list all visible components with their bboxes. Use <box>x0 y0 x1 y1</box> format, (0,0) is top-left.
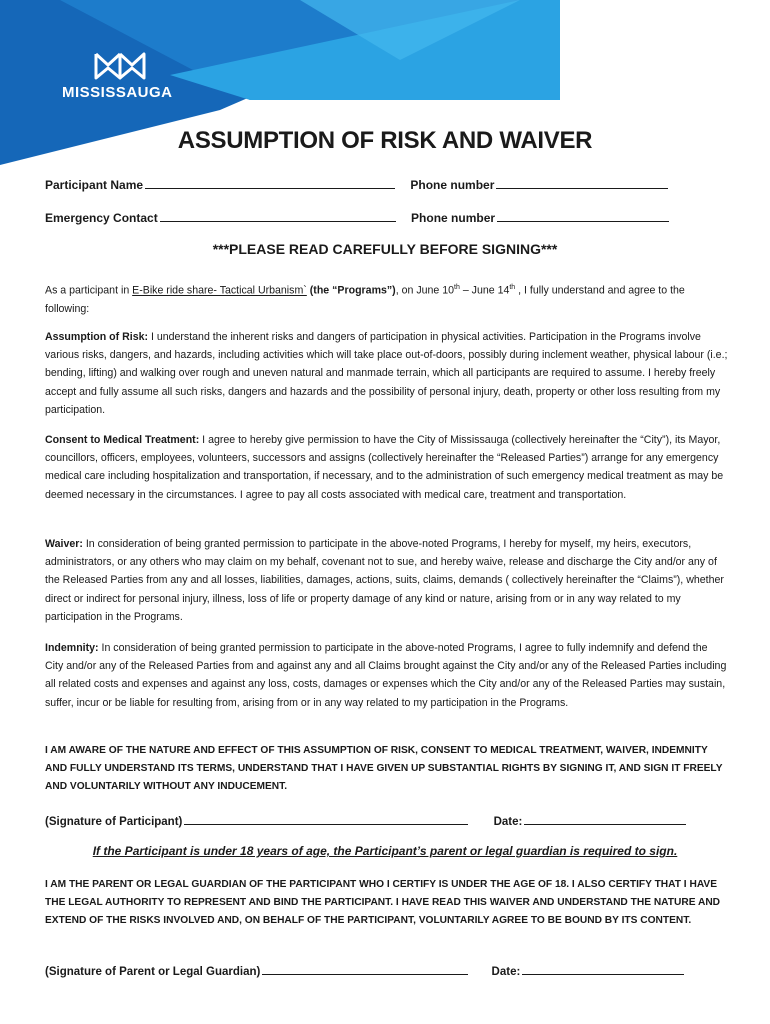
awareness-statement: I AM AWARE OF THE NATURE AND EFFECT OF THIS ASSUMPTION OF RISK, CONSENT TO MEDICAL TREATMENT, WAIVER, INDEMNITY AND FULLY UNDERSTAND ITS TERMS, UNDERSTAND THAT I HAVE GIVEN UP SUBSTANTIAL RIGHTS BY SIGNING IT, AND SIGN IT FREELY AND VOLUNTARILY WITHOUT ANY INDUCEMENT. <box>45 745 723 793</box>
date-line-2[interactable] <box>522 963 684 975</box>
intro-text-3: – June 14 <box>459 284 510 297</box>
indemnity-label: Indemnity: <box>45 642 99 654</box>
participant-signature-line[interactable] <box>184 813 468 825</box>
participant-signature-row <box>45 813 686 828</box>
emergency-row <box>45 210 669 225</box>
phone-line-1[interactable] <box>496 177 668 189</box>
participant-name-line[interactable] <box>145 177 395 189</box>
guardian-signature-label: (Signature of Parent or Legal Guardian) <box>45 966 261 978</box>
intro-text-4: , I fully understand and agree to the following: <box>45 284 685 315</box>
guardian-signature-line[interactable] <box>262 963 468 975</box>
date-label-2: Date: <box>491 966 521 978</box>
emergency-contact-line[interactable] <box>160 210 396 222</box>
guardian-signature-row <box>45 963 684 978</box>
date-line-1[interactable] <box>524 813 686 825</box>
intro-text-1: As a participant in <box>45 284 133 297</box>
assumption-of-risk-paragraph <box>45 328 728 419</box>
logo-wordmark: MISSISSAUGA <box>62 84 173 101</box>
sup-th-2: th <box>509 284 516 291</box>
date-label-1: Date: <box>493 816 523 828</box>
emergency-contact-label: Emergency Contact <box>45 211 158 225</box>
guardian-statement: I AM THE PARENT OR LEGAL GUARDIAN OF THE PARTICIPANT WHO I CERTIFY IS UNDER THE AGE OF 18. I ALSO CERTIFY THAT I HAVE THE LEGAL AUTHORITY TO REPRESENT AND BIND THE PARTICIPANT. I HAVE READ THIS WAIVER AND UNDERSTAND THE NATURE AND EXTEND OF THE RISKS INVOLVED AND, ON BEHALF OF THE PARTICIPANT, VOLUNTARILY AGREE TO BE BOUND BY ITS CONTENT. <box>45 879 721 927</box>
risk-label: Assumption of Risk: <box>45 331 148 343</box>
participant-signature-label: (Signature of Participant) <box>45 816 183 828</box>
medical-consent-paragraph <box>45 431 728 504</box>
indemnity-paragraph <box>45 639 728 712</box>
intro-text-2: , on June 10 <box>395 284 455 297</box>
waiver-paragraph <box>45 535 728 626</box>
consent-text: I agree to hereby give permission to have the City of Mississauga (collectively hereinafter the “City”), its Mayor, councillors, officers, employees, volunteers, successors and assigns (collectively hereinafter the “Released Parties”) arrange for any emergency medical care including hospitalization and transportation, if necessary, and to the administration of such emergency medical treatment as may be deemed necessary in the circumstances. I agree to pay all costs associated with medical care, treatment and transportation. <box>45 434 724 501</box>
guardian-requirement-note: If the Participant is under 18 years of age, the Participant’s parent or legal guardian is required to sign. <box>92 844 678 858</box>
program-name: E-Bike ride share- Tactical Urbanism` <box>132 284 307 297</box>
phone-label-1: Phone number <box>410 178 495 192</box>
waiver-label: Waiver: <box>45 538 83 550</box>
phone-label-2: Phone number <box>411 211 496 225</box>
participant-name-label: Participant Name <box>45 178 144 192</box>
consent-label: Consent to Medical Treatment: <box>45 434 200 446</box>
waiver-text: In consideration of being granted permission to participate in the above-noted Programs, I hereby for myself, my heirs, executors, administrators, or any others who may claim on my behalf, covenant not to sue, and hereby waive, release and discharge the City and/or any of the Released Parties from any and all losses, liabilities, damages, actions, suits, claims, demands ( collectively hereinafter the “Claims”), whether direct or indirect for personal injury, illness, loss of life or property damage of any kind or nature, arising from or in any way related to my participation in the Programs. <box>45 538 724 623</box>
page-title: ASSUMPTION OF RISK AND WAIVER <box>177 127 593 154</box>
indemnity-text: In consideration of being granted permission to participate in the above-noted Programs, I agree to fully indemnify and defend the City and/or any of the Released Parties from and against any and all Claims brought against the City and/or any of the Released Parties including all related costs and expenses and against any loss, costs, damages or expenses which the City and/or any of the Released Parties may sustain, suffer, incur or be liable for resulting from, arising from or in any way related to my participation in the Programs. <box>45 642 727 709</box>
read-carefully-heading: ***PLEASE READ CAREFULLY BEFORE SIGNING*** <box>212 241 558 257</box>
intro-paragraph <box>45 279 728 318</box>
risk-text: I understand the inherent risks and dangers of participation in physical activities. Participation in the Programs involve various risks, dangers, and hazards, including activities which will take place out-of-doors, possibly during inclement weather, physical labour (i.e.; bending, lifting) and walking over rough and uneven natural and manmade terrain, which all participants are required to assume. I hereby freely accept and fully assume all such risks, dangers and hazards and the possibility of personal injury, death, property or other loss resulting from my participation. <box>45 331 728 416</box>
phone-line-2[interactable] <box>497 210 669 222</box>
programs-term: (the “Programs”) <box>306 284 396 297</box>
sup-th-1: th <box>454 284 460 291</box>
participant-row <box>45 177 668 192</box>
